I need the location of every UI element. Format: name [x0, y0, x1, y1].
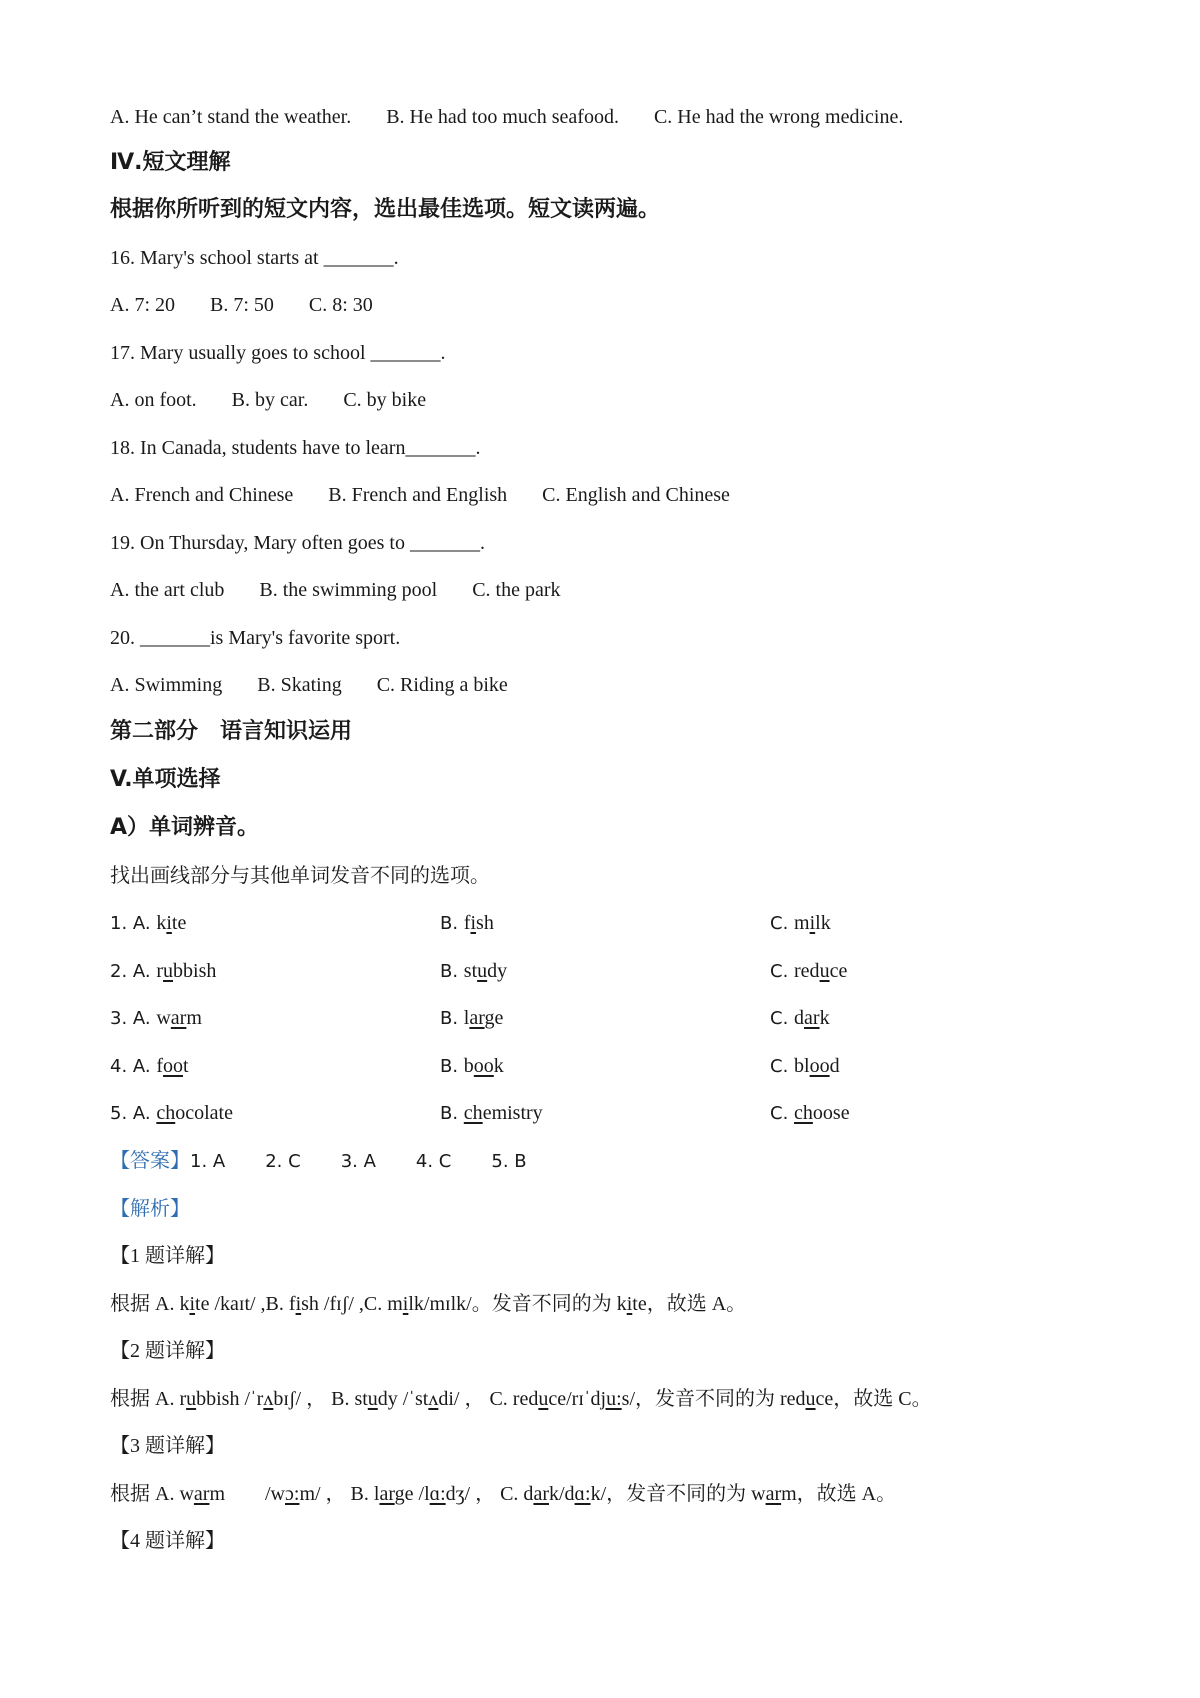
answer-item: 4. C — [415, 1151, 452, 1172]
answer-item: 1. A — [190, 1151, 226, 1172]
underlined-letters: ɑ: — [429, 1483, 446, 1505]
option: A. on foot. — [110, 389, 197, 411]
underlined-letters: i — [189, 1293, 196, 1315]
option: B. He had too much seafood. — [386, 106, 619, 128]
question-18-stem: 18. In Canada, students have to learn_______. — [110, 437, 481, 459]
phonics-option — [110, 1004, 202, 1033]
answer-label: 【答案】 — [110, 1150, 190, 1172]
phonics-word: chemistry — [463, 1102, 543, 1124]
underlined-letters: ar — [765, 1483, 782, 1505]
underlined-letters: ar — [469, 1007, 485, 1029]
phonics-option — [110, 1099, 233, 1128]
underlined-letters: u — [367, 1388, 378, 1410]
option: A. the art club — [110, 579, 225, 601]
option: B. Skating — [257, 674, 342, 696]
phonics-option — [110, 957, 216, 986]
underlined-letters: ʌ — [428, 1388, 439, 1410]
question-18-options — [110, 481, 730, 509]
option-prefix: B. — [440, 960, 464, 982]
detail-3-heading: 【3 题详解】 — [110, 1435, 225, 1457]
option: C. English and Chinese — [542, 484, 730, 506]
option: C. the park — [472, 579, 561, 601]
phonics-word: milk — [794, 912, 831, 934]
answer-line — [110, 1147, 527, 1176]
phonics-word: blood — [794, 1054, 840, 1077]
phonics-word: study — [463, 959, 508, 982]
question-17-options — [110, 386, 426, 414]
option-prefix: 4. A. — [110, 1055, 157, 1077]
phonics-option — [440, 1052, 504, 1081]
phonics-option — [770, 909, 831, 938]
phonics-option — [770, 1099, 850, 1128]
question-19-options — [110, 576, 561, 604]
underlined-letters: ch — [156, 1102, 176, 1124]
option: A. French and Chinese — [110, 484, 294, 506]
underlined-letters: ar — [533, 1483, 549, 1505]
question-19-stem: 19. On Thursday, Mary often goes to _______. — [110, 532, 485, 554]
phonics-option — [440, 957, 507, 986]
option-prefix: 5. A. — [110, 1103, 157, 1124]
option-prefix: 1. A. — [110, 913, 157, 934]
phonics-word: fish — [463, 912, 494, 934]
phonics-word: kite — [156, 912, 187, 934]
option: A. 7: 20 — [110, 294, 175, 316]
option: C. 8: 30 — [308, 294, 373, 316]
detail-1-text: 根据 A. kite /kaɪt/ ,B. fish /fɪʃ/ ,C. milk/mɪlk/。发音不同的为 kite，故选 A。 — [110, 1293, 747, 1315]
detail-2-heading: 【2 题详解】 — [110, 1340, 225, 1362]
option-prefix: B. — [440, 1103, 464, 1124]
detail-2-text: 根据 A. rubbish /ˈrʌbɪʃ/ ， B. study /ˈstʌdi/ ， C. reduce/rɪˈdju:s/，发音不同的为 reduce，故选 C。 — [110, 1388, 932, 1410]
underlined-letters: ar — [193, 1483, 210, 1505]
option-prefix: B. — [440, 1055, 464, 1077]
option-prefix: B. — [440, 913, 464, 934]
option: C. Riding a bike — [376, 674, 508, 696]
subsection-a-title: A）单词辨音。 — [110, 815, 260, 840]
underlined-letters: i — [626, 1293, 633, 1315]
phonics-option — [770, 957, 847, 986]
phonics-option — [110, 909, 186, 938]
phonics-instruction: 找出画线部分与其他单词发音不同的选项。 — [110, 865, 490, 887]
phonics-option — [440, 909, 494, 938]
phonics-word: book — [463, 1054, 504, 1077]
question-20-options — [110, 671, 508, 699]
option: B. French and English — [328, 484, 508, 506]
option-prefix: 3. A. — [110, 1008, 157, 1029]
underlined-letters: u — [805, 1388, 816, 1410]
underlined-letters: oo — [473, 1054, 494, 1077]
phonics-option — [770, 1004, 830, 1033]
underlined-letters: u — [163, 959, 174, 982]
question-16-options — [110, 291, 373, 319]
underlined-letters: i — [295, 1293, 302, 1315]
phonics-word: warm — [156, 1007, 202, 1029]
phonics-option — [440, 1004, 503, 1033]
option: B. 7: 50 — [210, 294, 274, 316]
question-20-stem: 20. _______is Mary's favorite sport. — [110, 627, 401, 649]
underlined-letters: oo — [809, 1054, 830, 1077]
underlined-letters: ar — [804, 1007, 820, 1029]
phonics-option — [440, 1099, 543, 1128]
phonics-word: chocolate — [156, 1102, 233, 1124]
underlined-letters: ɔ: — [285, 1483, 300, 1505]
option-prefix: B. — [440, 1008, 464, 1029]
phonics-word: reduce — [794, 959, 848, 982]
underlined-letters: ju: — [600, 1388, 622, 1410]
phonics-word: foot — [156, 1054, 189, 1077]
option-prefix: C. — [770, 960, 795, 982]
phonics-word: rubbish — [156, 959, 217, 982]
underlined-letters: ch — [794, 1102, 813, 1124]
phonics-option — [110, 1052, 189, 1081]
section-4-instruction: 根据你所听到的短文内容，选出最佳选项。短文读两遍。 — [110, 197, 661, 222]
analysis-label: 【解析】 — [110, 1198, 190, 1220]
phonics-word: large — [463, 1007, 504, 1029]
underlined-letters: ʌ — [263, 1388, 274, 1410]
option-prefix: 2. A. — [110, 960, 157, 982]
section-4-title: Ⅳ.短文理解 — [110, 150, 231, 175]
phonics-word: dark — [794, 1007, 830, 1029]
underlined-letters: ar — [379, 1483, 395, 1505]
answer-item: 2. C — [265, 1151, 301, 1172]
section-5-title: V.单项选择 — [110, 767, 221, 792]
phonics-option — [770, 1052, 840, 1081]
prev-question-options — [110, 103, 903, 131]
option-prefix: C. — [770, 1055, 795, 1077]
option-prefix: C. — [770, 1008, 795, 1029]
option: B. by car. — [231, 389, 309, 411]
underlined-letters: oo — [163, 1054, 184, 1077]
option: C. by bike — [343, 389, 427, 411]
option: A. He can’t stand the weather. — [110, 106, 352, 128]
detail-3-text: 根据 A. warm /wɔ:m/ ， B. large /lɑ:dʒ/ ， C. dark/dɑ:k/，发音不同的为 warm，故选 A。 — [110, 1483, 897, 1505]
underlined-letters: i — [809, 912, 816, 934]
phonics-word: choose — [794, 1102, 850, 1124]
underlined-letters: u — [186, 1388, 197, 1410]
option: C. He had the wrong medicine. — [653, 106, 904, 128]
option: A. Swimming — [110, 674, 223, 696]
underlined-letters: ɑ: — [574, 1483, 591, 1505]
option-prefix: C. — [770, 1103, 795, 1124]
underlined-letters: ch — [463, 1102, 483, 1124]
question-17-stem: 17. Mary usually goes to school _______. — [110, 342, 446, 364]
detail-4-heading: 【4 题详解】 — [110, 1530, 225, 1552]
detail-1-heading: 【1 题详解】 — [110, 1245, 225, 1267]
underlined-letters: i — [402, 1293, 409, 1315]
underlined-letters: u — [477, 959, 488, 982]
answer-item: 3. A — [340, 1151, 376, 1172]
underlined-letters: ar — [170, 1007, 187, 1029]
option-prefix: C. — [770, 913, 795, 934]
underlined-letters: i — [166, 912, 172, 934]
underlined-letters: u — [819, 959, 830, 982]
underlined-letters: i — [470, 912, 477, 934]
answer-item: 5. B — [491, 1151, 527, 1172]
underlined-letters: u — [538, 1388, 549, 1410]
option: B. the swimming pool — [259, 579, 438, 601]
part-2-title: 第二部分 语言知识运用 — [110, 719, 353, 744]
question-16-stem: 16. Mary's school starts at _______. — [110, 247, 399, 269]
